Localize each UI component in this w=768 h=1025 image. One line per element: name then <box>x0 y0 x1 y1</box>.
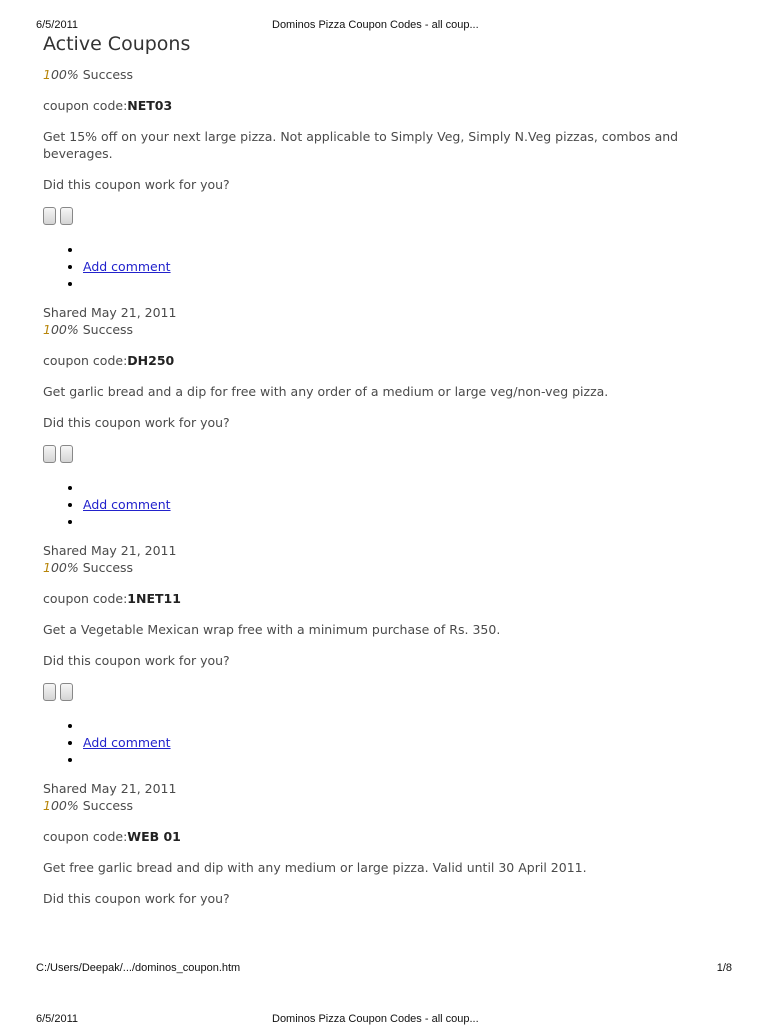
shared-date: Shared May 21, 2011 <box>43 543 177 558</box>
page-title: Active Coupons <box>43 33 191 55</box>
coupon-actions <box>43 479 723 530</box>
shared-date: Shared May 21, 2011 <box>43 305 177 320</box>
list-item <box>83 258 723 275</box>
coupon-code[interactable]: NET03 <box>127 98 173 113</box>
vote-buttons <box>43 683 723 703</box>
list-item <box>83 241 723 258</box>
print-file-path: C:/Users/Deepak/.../dominos_coupon.htm <box>36 962 241 974</box>
vote-yes-button[interactable] <box>43 207 56 225</box>
coupon-actions <box>43 241 723 292</box>
coupon-code-line: coupon code:1NET11 <box>43 591 181 606</box>
success-rate: 100% Success <box>43 560 134 575</box>
feedback-question: Did this coupon work for you? <box>43 653 230 668</box>
list-item <box>83 496 723 513</box>
success-rate: 100% Success <box>43 322 134 337</box>
success-rate: 100% Success <box>43 67 134 82</box>
list-item <box>83 734 723 751</box>
feedback-question: Did this coupon work for you? <box>43 891 230 906</box>
add-comment-link[interactable]: Add comment <box>83 497 171 512</box>
list-item <box>83 751 723 768</box>
vote-buttons <box>43 207 723 227</box>
coupon-code-line: coupon code:DH250 <box>43 353 175 368</box>
print-title: Dominos Pizza Coupon Codes - all coup... <box>272 19 479 31</box>
list-item <box>83 717 723 734</box>
shared-date: Shared May 21, 2011 <box>43 781 177 796</box>
add-comment-link[interactable]: Add comment <box>83 259 171 274</box>
add-comment-link[interactable]: Add comment <box>83 735 171 750</box>
coupon-description: Get free garlic bread and dip with any medium or large pizza. Valid until 30 April 2011. <box>43 860 587 875</box>
page-content <box>43 30 723 907</box>
feedback-question: Did this coupon work for you? <box>43 415 230 430</box>
coupon-card <box>43 797 723 907</box>
vote-yes-button[interactable] <box>43 683 56 701</box>
print-date: 6/5/2011 <box>36 19 79 31</box>
page-number: 1/8 <box>716 962 732 974</box>
vote-no-button[interactable] <box>60 683 73 701</box>
print-title: Dominos Pizza Coupon Codes - all coup... <box>272 1013 479 1025</box>
coupon-description: Get 15% off on your next large pizza. Not applicable to Simply Veg, Simply N.Veg pizzas, combos and beverages. <box>43 129 679 161</box>
coupon-description: Get garlic bread and a dip for free with any order of a medium or large veg/non-veg pizza. <box>43 384 609 399</box>
list-item <box>83 513 723 530</box>
print-date: 6/5/2011 <box>36 1013 79 1025</box>
list-item <box>83 479 723 496</box>
coupon-card <box>43 321 723 559</box>
vote-buttons <box>43 445 723 465</box>
coupon-actions <box>43 717 723 768</box>
success-rate: 100% Success <box>43 798 134 813</box>
feedback-question: Did this coupon work for you? <box>43 177 230 192</box>
coupon-code-line: coupon code:NET03 <box>43 98 173 113</box>
coupon-code[interactable]: WEB 01 <box>127 829 181 844</box>
list-item <box>83 275 723 292</box>
vote-no-button[interactable] <box>60 445 73 463</box>
vote-no-button[interactable] <box>60 207 73 225</box>
vote-yes-button[interactable] <box>43 445 56 463</box>
coupon-description: Get a Vegetable Mexican wrap free with a minimum purchase of Rs. 350. <box>43 622 501 637</box>
coupon-code[interactable]: DH250 <box>127 353 175 368</box>
coupon-code[interactable]: 1NET11 <box>127 591 181 606</box>
coupon-card <box>43 58 723 321</box>
coupon-card <box>43 559 723 797</box>
coupon-code-line: coupon code:WEB 01 <box>43 829 181 844</box>
